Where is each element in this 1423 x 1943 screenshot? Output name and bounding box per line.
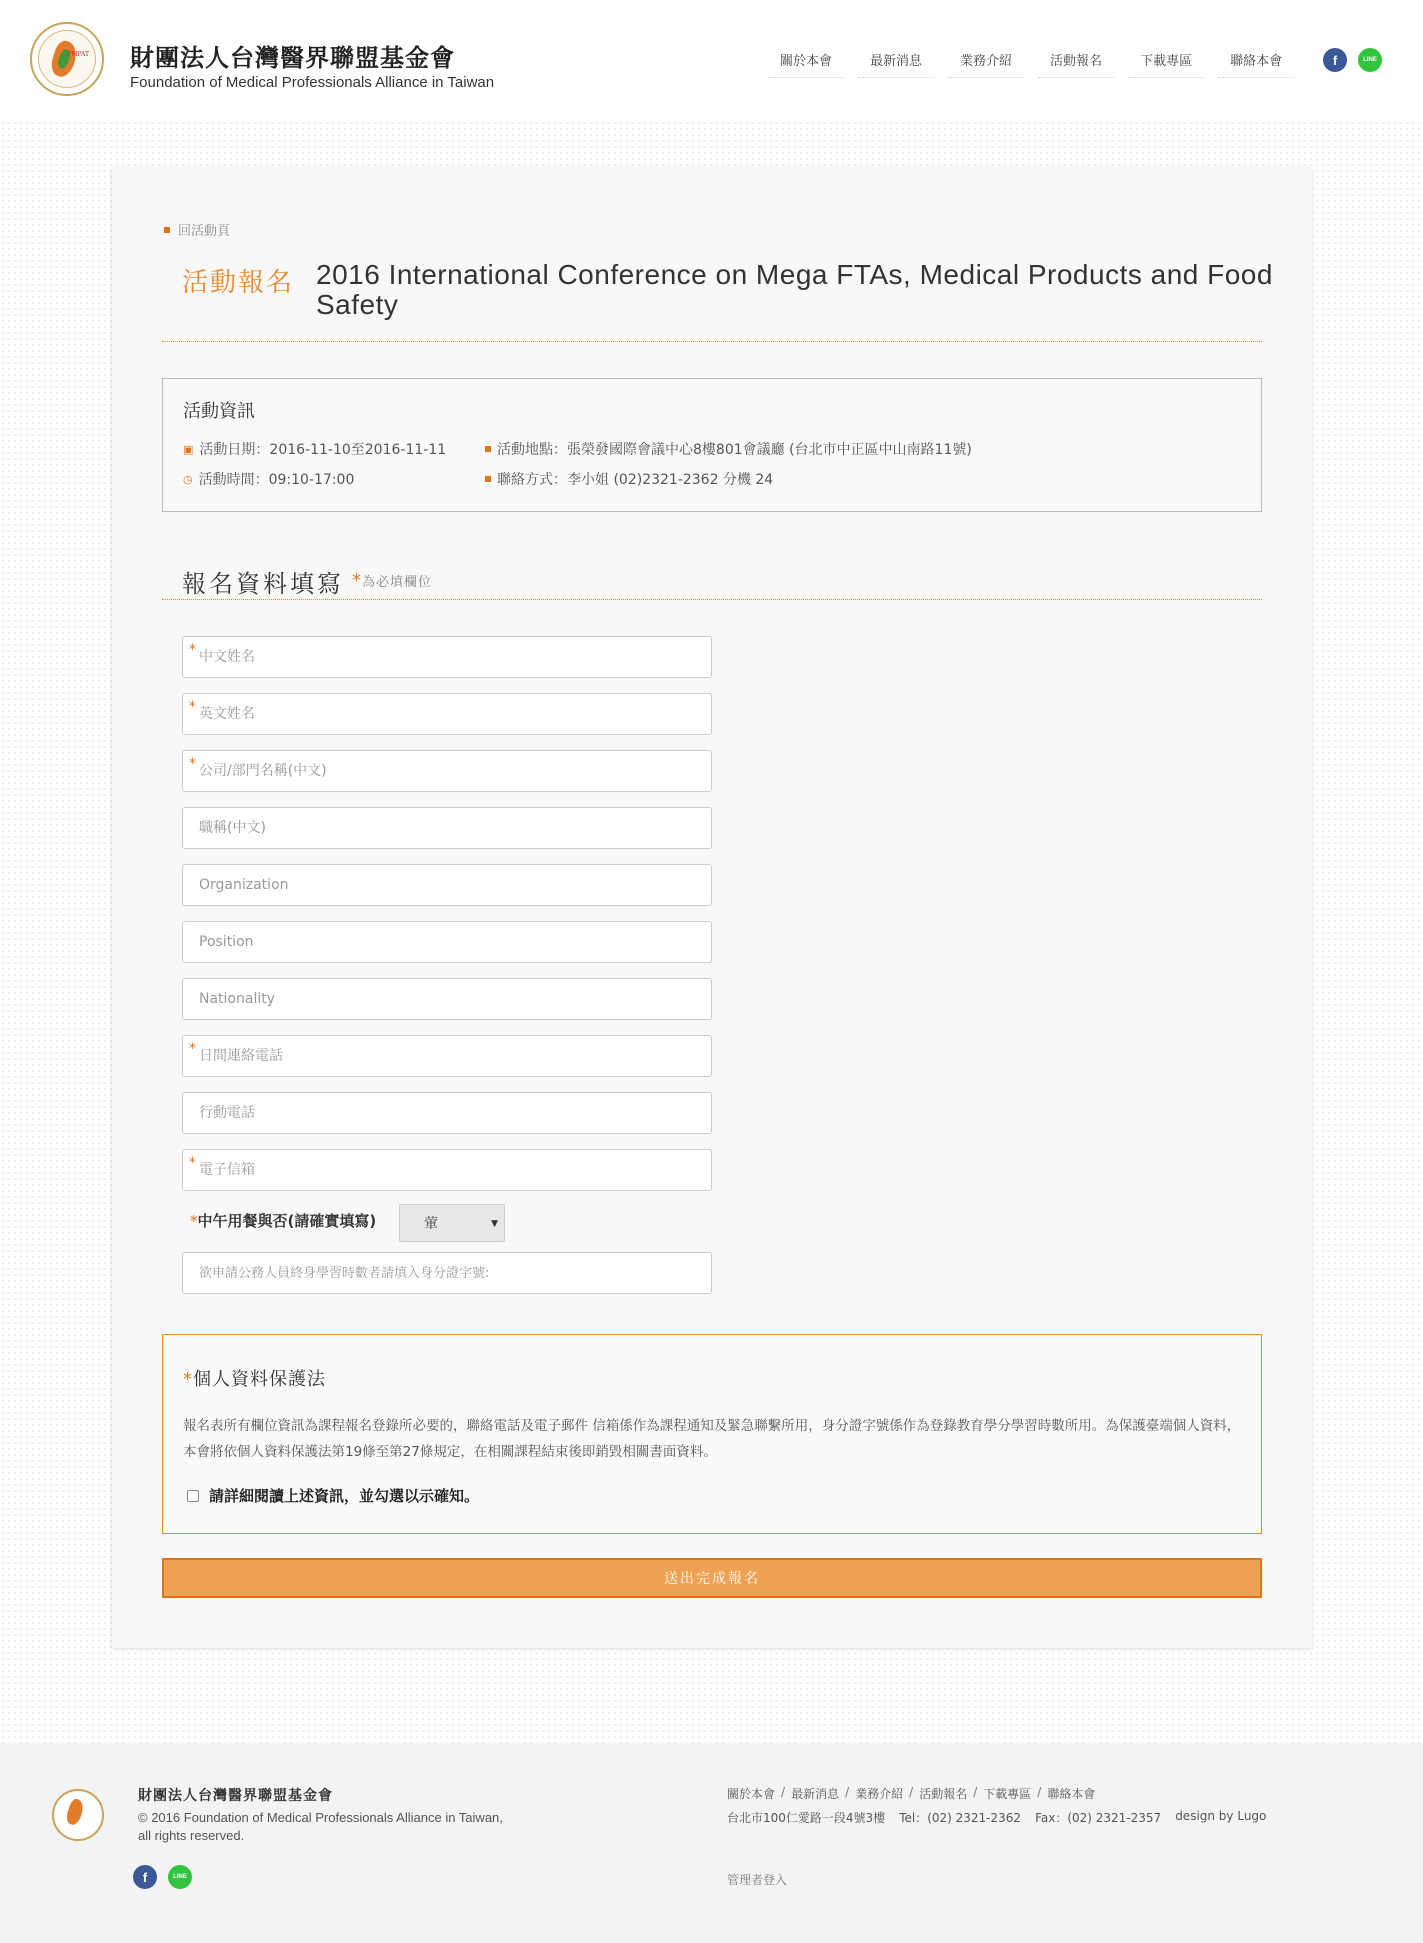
email-field[interactable] bbox=[182, 1149, 712, 1191]
nationality-input[interactable] bbox=[183, 979, 711, 1019]
nav-separator: / bbox=[845, 1785, 850, 1799]
required-star: * bbox=[189, 642, 196, 658]
footer-logo[interactable] bbox=[52, 1789, 104, 1841]
nav-about[interactable]: 關於本會 bbox=[768, 50, 844, 78]
footer-copyright: © 2016 Foundation of Medical Professionals Alliance in Taiwan, all rights reserved. bbox=[138, 1810, 503, 1843]
lunch-select[interactable] bbox=[399, 1204, 505, 1242]
bullet-icon bbox=[485, 446, 491, 452]
nav-separator: / bbox=[1037, 1785, 1042, 1799]
taiwan-map-icon bbox=[64, 1797, 85, 1826]
nav-downloads[interactable]: 下載專區 bbox=[1128, 50, 1204, 78]
registration-card bbox=[112, 168, 1312, 1648]
org-name-zh[interactable]: 財團法人台灣醫界聯盟基金會 bbox=[130, 43, 455, 72]
footer-nav-contact[interactable]: 聯絡本會 bbox=[1047, 1787, 1096, 1801]
day-phone-input[interactable] bbox=[183, 1036, 711, 1076]
job-title-field[interactable] bbox=[182, 807, 712, 849]
section-label: 活動報名 bbox=[182, 268, 295, 298]
site-logo[interactable] bbox=[30, 22, 104, 96]
form-title: 報名資料填寫 bbox=[182, 570, 344, 598]
bullet-icon bbox=[485, 476, 491, 482]
footer-address-row bbox=[727, 1809, 1266, 1826]
mobile-field[interactable] bbox=[182, 1092, 712, 1134]
line-icon[interactable]: LINE bbox=[1358, 48, 1382, 72]
nav-contact[interactable]: 聯絡本會 bbox=[1218, 50, 1294, 78]
event-contact bbox=[485, 469, 773, 489]
company-input[interactable] bbox=[183, 751, 711, 791]
event-location-text: 活動地點：張榮發國際會議中心8樓801會議廳 (台北市中正區中山南路11號) bbox=[497, 442, 972, 458]
privacy-title bbox=[183, 1365, 326, 1391]
event-time bbox=[183, 469, 354, 489]
event-contact-text: 聯絡方式：李小姐 (02)2321-2362 分機 24 bbox=[497, 472, 774, 488]
chinese-name-input[interactable] bbox=[183, 637, 711, 677]
footer-fax: Fax：(02) 2321-2357 bbox=[1035, 1811, 1162, 1825]
lunch-select-value: 葷 bbox=[424, 1216, 438, 1232]
nav-separator: / bbox=[909, 1785, 914, 1799]
company-field[interactable] bbox=[182, 750, 712, 792]
english-name-field[interactable] bbox=[182, 693, 712, 735]
id-number-field[interactable] bbox=[182, 1252, 712, 1294]
mobile-input[interactable] bbox=[183, 1093, 711, 1133]
chevron-down-icon: ▼ bbox=[491, 1219, 498, 1229]
logo-text: FMPAT bbox=[67, 51, 89, 58]
position-input[interactable] bbox=[183, 922, 711, 962]
footer-address: 台北市100仁愛路一段4號3樓 bbox=[727, 1811, 886, 1825]
back-link-label: 回活動頁 bbox=[178, 224, 231, 239]
footer-nav-events[interactable]: 活動報名 bbox=[919, 1787, 968, 1801]
email-input[interactable] bbox=[183, 1150, 711, 1190]
title-divider bbox=[162, 341, 1262, 342]
day-phone-field[interactable] bbox=[182, 1035, 712, 1077]
site-header bbox=[0, 0, 1423, 118]
job-title-input[interactable] bbox=[183, 808, 711, 848]
event-info-box bbox=[162, 378, 1262, 512]
required-star: * bbox=[352, 570, 362, 591]
event-time-text: 活動時間：09:10-17:00 bbox=[198, 472, 355, 488]
footer-nav-about[interactable]: 關於本會 bbox=[727, 1787, 776, 1801]
admin-login-link[interactable]: 管理者登入 bbox=[727, 1873, 788, 1887]
clock-icon: ◷ bbox=[183, 472, 193, 486]
event-location bbox=[485, 439, 972, 459]
facebook-icon[interactable]: f bbox=[133, 1865, 157, 1889]
privacy-body: 報名表所有欄位資訊為課程報名登錄所必要的，聯絡電話及電子郵件 信箱係作為課程通知及緊急聯繫所用，身分證字號係作為登錄教育學分學習時數所用。為保護臺端個人資料， 本會將依個人資料保護法第19條至第27條規定，在相關課程結束後即銷毀相關書面資料。 bbox=[183, 1418, 1241, 1460]
nav-services[interactable]: 業務介紹 bbox=[948, 50, 1024, 78]
footer-tel: Tel：(02) 2321-2362 bbox=[899, 1811, 1022, 1825]
calendar-icon: ▣ bbox=[183, 442, 194, 456]
agree-checkbox-row[interactable] bbox=[187, 1485, 479, 1506]
footer-nav-news[interactable]: 最新消息 bbox=[791, 1787, 840, 1801]
org-name-en[interactable]: Foundation of Medical Professionals Alliance in Taiwan bbox=[130, 74, 495, 91]
lunch-label bbox=[190, 1210, 376, 1231]
required-note bbox=[352, 570, 432, 591]
footer-nav bbox=[727, 1785, 1095, 1802]
submit-button[interactable]: 送出完成報名 bbox=[162, 1558, 1262, 1598]
agree-checkbox[interactable] bbox=[187, 1490, 199, 1502]
position-field[interactable] bbox=[182, 921, 712, 963]
required-star: * bbox=[189, 1155, 196, 1171]
required-star: * bbox=[189, 1041, 196, 1057]
chinese-name-field[interactable] bbox=[182, 636, 712, 678]
footer-design-credit[interactable]: design by Lugo bbox=[1175, 1809, 1267, 1823]
required-star: * bbox=[183, 1369, 193, 1390]
logo-emblem bbox=[38, 30, 96, 88]
required-star: * bbox=[189, 756, 196, 772]
event-date-text: 活動日期：2016-11-10至2016-11-11 bbox=[199, 442, 447, 458]
required-note-text: 為必填欄位 bbox=[362, 575, 433, 590]
facebook-icon[interactable]: f bbox=[1323, 48, 1347, 72]
site-footer bbox=[0, 1743, 1423, 1943]
organization-input[interactable] bbox=[183, 865, 711, 905]
organization-field[interactable] bbox=[182, 864, 712, 906]
event-info-heading: 活動資訊 bbox=[183, 401, 255, 422]
nav-events[interactable]: 活動報名 bbox=[1038, 50, 1114, 78]
lunch-label-text: 中午用餐與否(請確實填寫) bbox=[197, 1212, 377, 1230]
agree-label: 請詳細閱讀上述資訊，並勾選以示確知。 bbox=[209, 1487, 480, 1505]
nationality-field[interactable] bbox=[182, 978, 712, 1020]
back-to-events-link[interactable] bbox=[164, 220, 230, 239]
nav-separator: / bbox=[781, 1785, 786, 1799]
footer-nav-downloads[interactable]: 下載專區 bbox=[983, 1787, 1032, 1801]
id-number-input[interactable] bbox=[183, 1253, 711, 1293]
privacy-title-text: 個人資料保護法 bbox=[193, 1369, 326, 1390]
event-title: 2016 International Conference on Mega FTAs, Medical Products and Food Safety bbox=[316, 259, 1273, 320]
footer-org-name: 財團法人台灣醫界聯盟基金會 bbox=[138, 1788, 333, 1804]
required-star: * bbox=[189, 699, 196, 715]
event-date bbox=[183, 439, 446, 459]
main-nav bbox=[768, 50, 1308, 78]
bullet-icon bbox=[164, 227, 170, 233]
required-star: * bbox=[190, 1212, 198, 1230]
footer-nav-services[interactable]: 業務介紹 bbox=[855, 1787, 904, 1801]
nav-news[interactable]: 最新消息 bbox=[858, 50, 934, 78]
form-divider bbox=[162, 599, 1262, 600]
english-name-input[interactable] bbox=[183, 694, 711, 734]
privacy-notice bbox=[162, 1334, 1262, 1534]
nav-separator: / bbox=[973, 1785, 978, 1799]
line-icon[interactable]: LINE bbox=[168, 1865, 192, 1889]
